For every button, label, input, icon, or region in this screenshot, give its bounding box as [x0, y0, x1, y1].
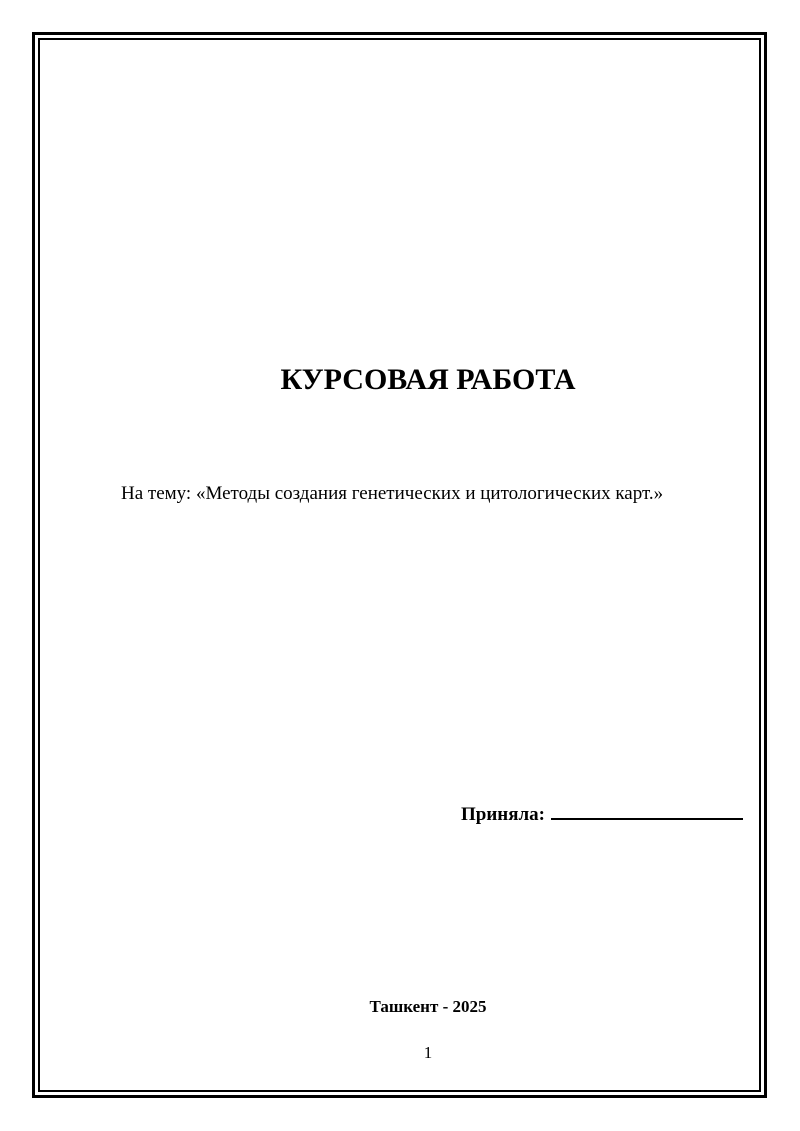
accepted-by-block [461, 798, 743, 828]
accepted-label: Приняла: [460, 804, 545, 825]
document-title: КУРСОВАЯ РАБОТА [280, 363, 576, 396]
topic-line: На тему: «Методы создания генетических и цитологических карт.» [121, 483, 664, 504]
page-border-inner [38, 38, 761, 1092]
city-year: Ташкент - 2025 [369, 997, 487, 1016]
signature-line [551, 798, 743, 820]
page-number: 1 [423, 1043, 433, 1062]
